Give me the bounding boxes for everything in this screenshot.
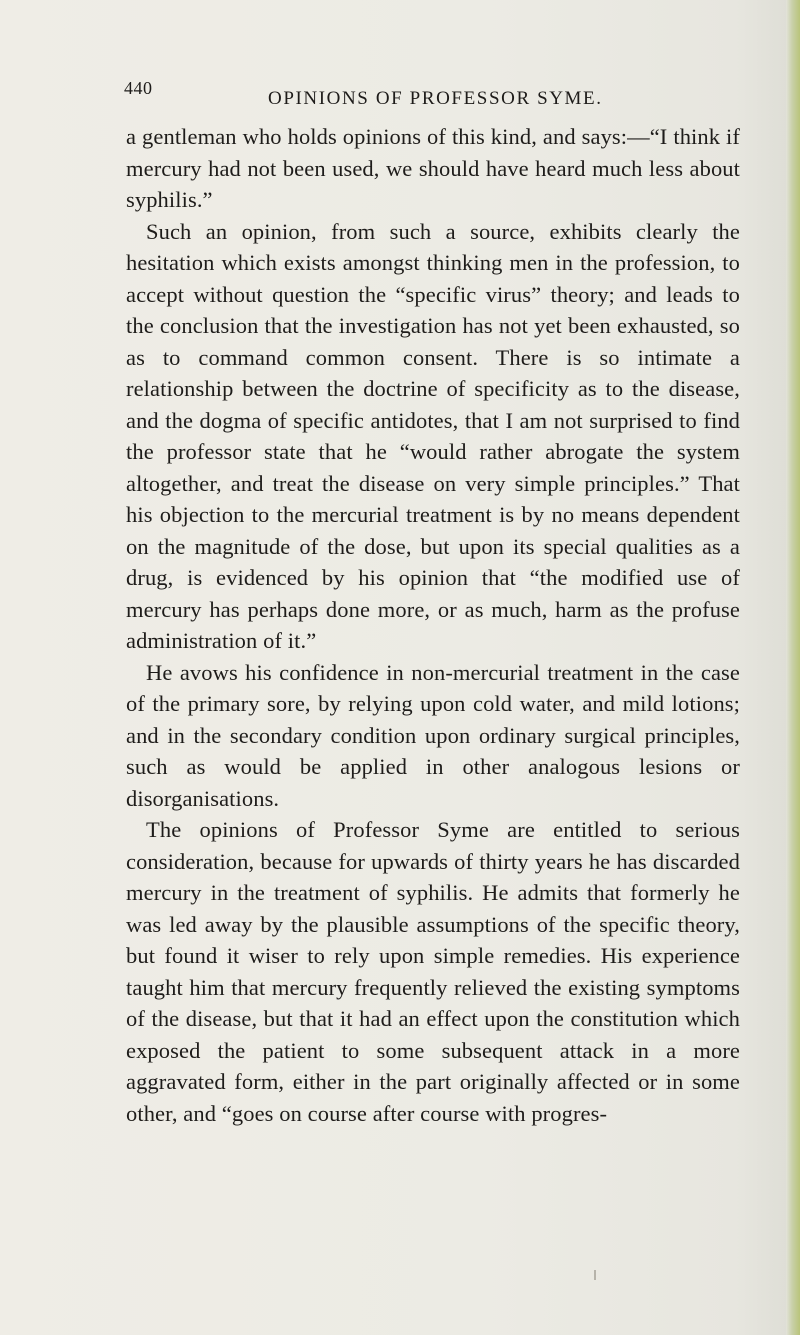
page-number: 440: [124, 78, 153, 98]
paragraph-3: He avows his confidence in non-mercurial treatment in the case of the primary sore, by relying upon cold water, and mild lotions; and in the secondary condition upon ordinary surgical principles, such as would be applied in other analogous lesions or disorganisations.: [126, 659, 740, 811]
running-head: OPINIONS OF PROFESSOR SYME.: [268, 88, 603, 109]
paragraph-1: a gentleman who holds opinions of this kind, and says:—“I think if mercury had not been used, we should have heard much less about syphilis.”: [126, 124, 740, 212]
paragraph-4: The opinions of Professor Syme are entitled to serious consideration, because for upwards of thirty years he has discarded mercury in the treatment of syphilis. He admits that formerly he was led away by the plausible assumptions of the specific theory, but found it wiser to rely upon simple remedies. His experience taught him that mercury frequently relieved the existing symptoms of the disease, but that it had an effect upon the constitution which exposed the patient to some subsequent attack in a more aggravated form, either in the part originally affected or in some other, and “goes on course after course with progres-: [126, 817, 740, 1126]
body-text: [126, 121, 740, 1129]
page-header: [0, 78, 800, 118]
paragraph-2: Such an opinion, from such a source, exhibits clearly the hesitation which exists amongst thinking men in the profession, to accept without question the “specific virus” theory; and leads to the conclusion that the investigation has not yet been exhausted, so as to command common consent. There is so intimate a relationship between the doctrine of specificity as to the disease, and the dogma of specific antidotes, that I am not surprised to find the professor state that he “would rather abrogate the system altogether, and treat the disease on very simple principles.” That his objection to the mercurial treatment is by no means dependent on the magnitude of the dose, but upon its special qualities as a drug, is evidenced by his opinion that “the modified use of mercury has perhaps done more, or as much, harm as the profuse administration of it.”: [126, 218, 740, 653]
page-edge: [786, 0, 800, 1335]
print-mark: [594, 1270, 596, 1280]
